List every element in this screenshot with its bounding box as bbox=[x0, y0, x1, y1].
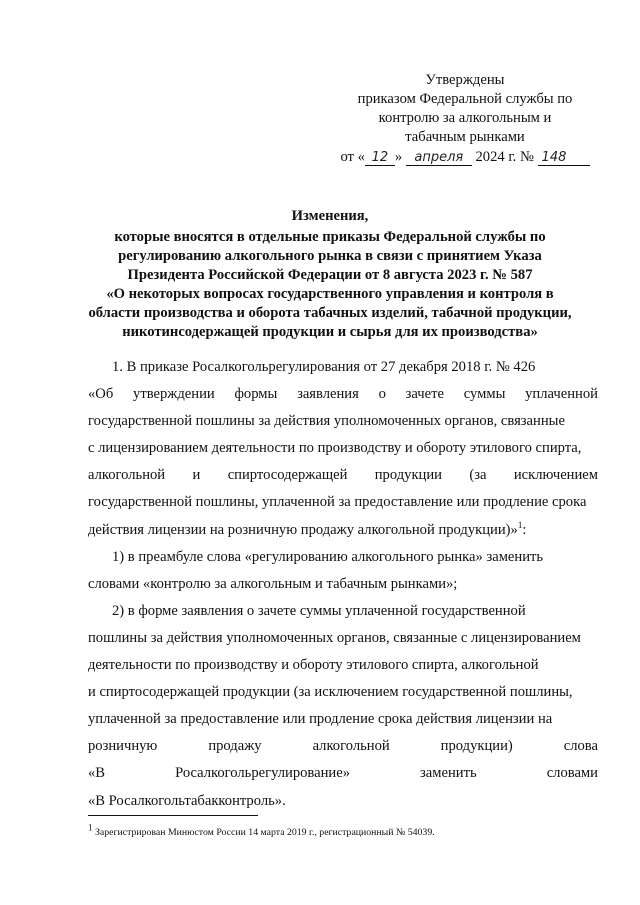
word: исключением bbox=[513, 467, 598, 484]
title-heading: Изменения, bbox=[291, 208, 369, 224]
word: алкогольной bbox=[88, 467, 166, 484]
paragraph-1-last-line bbox=[88, 517, 598, 544]
word: «Об bbox=[88, 386, 114, 403]
paragraph-1-line: с лицензированием деятельности по производству и обороту этилового спирта, bbox=[88, 440, 582, 457]
paragraph-3-line-justified bbox=[88, 760, 598, 787]
approval-line: Утверждены bbox=[425, 72, 505, 88]
word: продукции) bbox=[440, 738, 513, 755]
paragraph-3-line: пошлины за действия уполномоченных органов, связанные с лицензированием bbox=[88, 629, 581, 646]
footnote-mark: 1 bbox=[88, 822, 93, 833]
approval-line: приказом Федеральной службы по bbox=[357, 91, 573, 107]
date-year: 2024 г. № bbox=[475, 149, 534, 165]
footnote-text: Зарегистрирован Минюстом России 14 марта 2019 г., регистрационный № 54039. bbox=[94, 827, 435, 838]
paragraph-2-line: словами «контролю за алкогольным и табачным рынками»; bbox=[88, 575, 458, 592]
colon: : bbox=[522, 521, 527, 538]
word: розничную bbox=[88, 738, 158, 755]
word: словами bbox=[546, 765, 598, 782]
footnote-divider bbox=[88, 815, 258, 816]
approval-line: табачным рынками bbox=[405, 129, 525, 145]
paragraph-1-line: государственной пошлины, уплаченной за предоставление или продление срока bbox=[88, 494, 587, 511]
paragraph-3-line: деятельности по производству и обороту этилового спирта, алкогольной bbox=[88, 657, 539, 674]
body-text bbox=[88, 354, 598, 815]
word: заявления bbox=[297, 386, 359, 403]
handwritten-month: апреля bbox=[406, 150, 472, 166]
word: алкогольной bbox=[312, 738, 390, 755]
word: формы bbox=[234, 386, 278, 403]
paragraph-1-line-justified bbox=[88, 381, 598, 408]
footnote-reference: 1 bbox=[517, 519, 523, 530]
document-title bbox=[70, 207, 590, 342]
word: суммы bbox=[463, 386, 506, 403]
word: спиртосодержащей bbox=[227, 467, 348, 484]
handwritten-order-number: 148 bbox=[538, 150, 590, 166]
paragraph-1-line: государственной пошлины за действия уполномоченных органов, связанные bbox=[88, 413, 565, 430]
paragraph-1-text: действия лицензии на розничную продажу алкогольной продукции)» bbox=[88, 521, 518, 538]
word: утверждении bbox=[133, 386, 215, 403]
paragraph-2-line: 1) в преамбуле слова «регулированию алкогольного рынка» заменить bbox=[112, 548, 544, 565]
title-line: области производства и оборота табачных изделий, табачной продукции, bbox=[88, 305, 572, 321]
approval-date-line bbox=[330, 148, 600, 167]
word: продажу bbox=[208, 738, 262, 755]
approval-line: контролю за алкогольным и bbox=[378, 110, 552, 126]
title-line: «О некоторых вопросах государственного управления и контроля в bbox=[106, 286, 554, 302]
word: уплаченной bbox=[525, 386, 598, 403]
handwritten-day: 12 bbox=[365, 150, 395, 166]
word: «В bbox=[88, 765, 106, 782]
title-line: Президента Российской Федерации от 8 августа 2023 г. № 587 bbox=[127, 267, 533, 283]
word: (за bbox=[469, 467, 487, 484]
date-prefix: от « bbox=[340, 149, 365, 165]
paragraph-3-line: и спиртосодержащей продукции (за исключением государственной пошлины, bbox=[88, 684, 573, 701]
paragraph-3-line: «В Росалкогольтабакконтроль». bbox=[88, 792, 286, 809]
title-line: никотинсодержащей продукции и сырья для их производства» bbox=[122, 324, 538, 340]
paragraph-3-line: уплаченной за предоставление или продление срока действия лицензии на bbox=[88, 711, 553, 728]
approval-block bbox=[330, 71, 600, 167]
word: продукции bbox=[374, 467, 442, 484]
word: зачете bbox=[405, 386, 444, 403]
paragraph-3-line-justified bbox=[88, 733, 598, 760]
word: и bbox=[192, 467, 201, 484]
paragraph-1-line: 1. В приказе Росалкогольрегулирования от 27 декабря 2018 г. № 426 bbox=[112, 359, 536, 375]
paragraph-1-line-justified bbox=[88, 462, 598, 489]
footnote bbox=[88, 822, 608, 839]
word: о bbox=[378, 386, 386, 403]
date-close-quote: » bbox=[394, 149, 403, 165]
paragraph-3-line: 2) в форме заявления о зачете суммы уплаченной государственной bbox=[112, 602, 526, 619]
title-line: регулированию алкогольного рынка в связи с принятием Указа bbox=[118, 248, 542, 264]
title-line: которые вносятся в отдельные приказы Федеральной службы по bbox=[114, 229, 546, 245]
word: Росалкогольрегулирование» bbox=[175, 765, 351, 782]
word: слова bbox=[563, 738, 598, 755]
word: заменить bbox=[420, 765, 477, 782]
